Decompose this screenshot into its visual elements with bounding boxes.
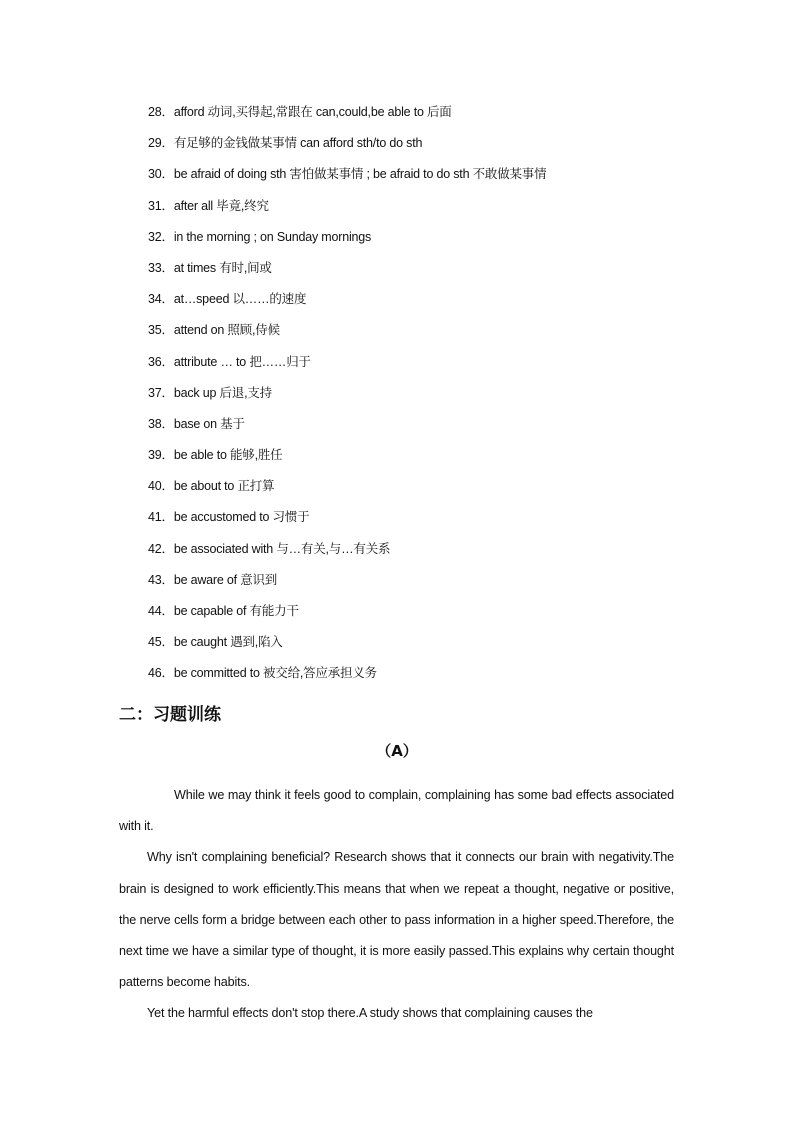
item-number: 41． xyxy=(148,510,174,525)
item-number: 35． xyxy=(148,323,174,338)
item-text: at times 有时,间或 xyxy=(173,260,272,275)
item-text: be associated with 与…有关,与…有关系 xyxy=(173,541,391,556)
item-text: be caught 遇到,陷入 xyxy=(173,635,283,650)
vocab-item xyxy=(148,413,546,444)
vocab-item xyxy=(148,506,546,537)
vocab-item xyxy=(148,226,546,257)
item-text: base on 基于 xyxy=(173,416,245,431)
vocab-item xyxy=(148,538,546,569)
item-text: be accustomed to 习惯于 xyxy=(173,510,310,525)
item-number: 37． xyxy=(148,385,174,400)
vocab-item xyxy=(148,132,546,163)
vocab-item xyxy=(148,319,546,350)
vocab-item xyxy=(148,257,546,288)
item-text: 有足够的金钱做某事情 can afford sth/to do sth xyxy=(173,136,423,151)
paragraph: Why isn't complaining beneficial? Research shows that it connects our brain with negativity.The brain is designed to work efficiently.This means that when we repeat a thought, negative or positive, the nerve cells form a bridge between each other to pass information in a higher speed.Therefore, the next time we have a similar type of thought, it is more easily passed.This explains why certain thought patterns become habits. xyxy=(119,850,674,990)
item-text: afford 动词,买得起,常跟在 can,could,be able to 后面 xyxy=(173,105,452,119)
item-number: 36． xyxy=(148,354,174,369)
item-text: be afraid of doing sth 害怕做某事情 ; be afraid to do sth 不敢做某事情 xyxy=(173,167,547,182)
item-number: 39． xyxy=(148,448,174,463)
item-text: be capable of 有能力干 xyxy=(173,604,299,618)
passage-label: （A） xyxy=(376,742,418,760)
item-number: 29． xyxy=(148,136,174,151)
vocab-item xyxy=(148,101,546,132)
item-number: 40． xyxy=(148,479,174,494)
item-number: 34． xyxy=(148,292,174,307)
item-text: attribute … to 把……归于 xyxy=(173,354,311,369)
item-number: 28． xyxy=(148,105,174,119)
item-number: 45． xyxy=(148,635,174,650)
item-number: 30． xyxy=(148,167,174,182)
item-text: after all 毕竟,终究 xyxy=(173,198,269,213)
item-text: back up 后退,支持 xyxy=(173,385,272,400)
item-text: be able to 能够,胜任 xyxy=(173,448,283,463)
item-text: be aware of 意识到 xyxy=(173,572,278,587)
reading-passage xyxy=(119,780,674,1030)
vocab-item xyxy=(148,569,546,600)
vocab-item xyxy=(148,382,546,413)
item-number: 32． xyxy=(148,229,174,244)
vocab-item xyxy=(148,351,546,382)
vocab-item xyxy=(148,444,546,475)
vocab-item xyxy=(148,631,546,662)
item-number: 44． xyxy=(148,604,174,618)
vocabulary-list xyxy=(148,101,546,694)
item-text: be about to 正打算 xyxy=(173,479,275,494)
item-number: 43． xyxy=(148,572,174,587)
vocab-item xyxy=(148,475,546,506)
vocab-item xyxy=(148,163,546,194)
item-number: 42． xyxy=(148,541,174,556)
item-number: 31． xyxy=(148,198,174,213)
item-number: 33． xyxy=(148,260,174,275)
section-heading: 二：习题训练 xyxy=(119,705,221,725)
vocab-item xyxy=(148,662,546,693)
item-text: in the morning ; on Sunday mornings xyxy=(173,229,372,244)
paragraph: Yet the harmful effects don't stop there.A study shows that complaining causes the xyxy=(147,1006,593,1021)
item-number: 46． xyxy=(148,666,174,681)
paragraph: While we may think it feels good to complain, complaining has some bad effects associated with it. xyxy=(119,788,674,834)
vocab-item xyxy=(148,288,546,319)
item-text: at…speed 以……的速度 xyxy=(173,292,307,307)
vocab-item xyxy=(148,600,546,631)
item-text: be committed to 被交给,答应承担义务 xyxy=(173,666,377,681)
vocab-item xyxy=(148,195,546,226)
item-text: attend on 照顾,侍候 xyxy=(173,323,280,338)
item-number: 38． xyxy=(148,416,174,431)
